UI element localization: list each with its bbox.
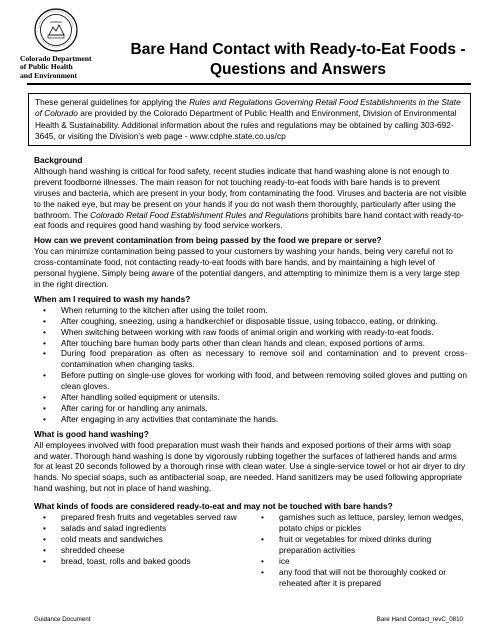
list-item: • When returning to the kitchen after using the toilet room.: [34, 305, 467, 316]
paragraph-text-continued: prohibits bare hand contact with ready-to-eat foods and requires good hand washing by food service workers.: [34, 209, 464, 231]
department-line: of Public Health: [20, 62, 73, 72]
list-item: • ice: [252, 556, 467, 567]
page-footer: [34, 616, 467, 624]
list-item: • After touching bare human body parts other than clean hands and clean, exposed portions of arms.: [34, 338, 467, 349]
list-item: • During food preparation as often as necessary to remove soil and contamination and to prevent cross-contamination when changing tasks.: [34, 348, 467, 370]
list-item: • shredded cheese: [34, 545, 252, 556]
title-line-1: Bare Hand Contact with Ready-to-Eat Foods -: [130, 41, 466, 58]
question-heading: When am I required to wash my hands?: [34, 293, 191, 304]
bullet-list-left: [34, 512, 252, 588]
bullet-list-right: [252, 512, 467, 588]
section-background: [34, 155, 467, 231]
answer-paragraph: All employees involved with food preparation must wash their hands and exposed portions of their arms with soap and water. Thorough hand washing is done by vigorously rubbing together the surfaces of lathered hands and arms for at least 20 seconds followed by a thorough rinse with clean water. Use a single-service towel or hot air dryer to dry hands. No special soaps, such as antibacterial soap, are needed. Hand sanitizers may be used following appropriate hand washing, but not in place of hand washing.: [34, 439, 466, 494]
state-seal-logo: [34, 8, 78, 52]
answer-paragraph: You can minimize contamination being passed to your customers by washing your hands, being very careful not to cross-contaminate food, not contacting ready-to-eat foods with bare hands, and by maintaining a high level of personal hygiene. Simply being aware of the potential dangers, and attempting to minimize them is a very large step in the right direction.: [34, 246, 460, 289]
question-heading: What is good hand washing?: [34, 428, 149, 439]
section-when-wash: [34, 294, 467, 425]
section-ready-to-eat-foods: [34, 501, 467, 588]
list-item: • After coughing, sneezing, using a handkerchief or disposable tissue, using tobacco, eating, or drinking.: [34, 316, 467, 327]
department-line: Colorado Department: [20, 54, 92, 63]
document-title: [112, 40, 484, 80]
list-item: • Before putting on single-use gloves for working with food, and between removing soiled gloves and putting on clean gloves.: [34, 370, 467, 392]
intro-text-continued: are provided by the Colorado Department of Public Health and Environment, Division of Environmental Health & Sustainability. Additional information about the rules and regulations may be obtained by calling 303-692-3645, or visiting the Division’s web page - www.cdphe.state.co.us/cp: [35, 108, 457, 141]
section-heading: Background: [34, 155, 83, 165]
list-item: • When switching between working with raw foods of animal origin and working with ready-to-eat foods.: [34, 327, 467, 338]
section-paragraph: [34, 166, 467, 231]
question-heading: How can we prevent contamination from being passed by the food we prepare or serve?: [34, 235, 382, 246]
list-item: • salads and salad ingredients: [34, 523, 252, 534]
bullet-list: [34, 305, 467, 425]
intro-rules-title: Rules and Regulations Governing Retail Food Establishments in the State of Colorado: [35, 97, 461, 119]
document-body: [34, 155, 467, 592]
header-divider: [27, 83, 471, 85]
list-item: • any food that will not be thoroughly cooked or reheated after it is prepared: [252, 567, 467, 589]
footer-document-type: Guidance Document: [34, 616, 91, 623]
department-line: and Environment: [20, 70, 78, 80]
section-good-hand-washing: [34, 429, 467, 494]
two-column-list: [34, 512, 467, 588]
list-item: • After handling soiled equipment or utensils.: [34, 392, 467, 403]
paragraph-text: Although hand washing is critical for food safety, recent studies indicate that hand washing alone is not enough to prevent foodborne illnesses. The main reason for not touching ready-to-eat foods with bare hands is to prevent viruses and bacteria, which are present in your body, from contaminating the food. Viruses and bacteria are not visible to the naked eye, but may be present on your hands if you do not wash them thoroughly, particularly after using the bathroom. The: [34, 165, 467, 220]
section-prevent-contamination: [34, 235, 467, 290]
intro-box: [28, 93, 471, 146]
list-item: • After caring for or handling any animals.: [34, 403, 467, 414]
title-line-2: Questions and Answers: [210, 61, 386, 78]
intro-text: These general guidelines for applying the: [35, 97, 190, 107]
list-item: • After engaging in any activities that contaminate the hands.: [34, 414, 467, 425]
list-item: • garnishes such as lettuce, parsley, lemon wedges, potato chips or pickles: [252, 512, 467, 534]
list-item: • fruit or vegetables for mixed drinks during preparation activities: [252, 534, 467, 556]
list-item: • prepared fresh fruits and vegetables served raw: [34, 512, 252, 523]
department-name: [20, 55, 100, 80]
question-heading: What kinds of foods are considered ready-to-eat and may not be touched with bare hands?: [34, 501, 393, 512]
list-item: • cold meats and sandwiches: [34, 534, 252, 545]
regulation-title: Colorado Retail Food Establishment Rules and Regulations: [90, 209, 309, 220]
list-item: • bread, toast, rolls and baked goods: [34, 556, 252, 567]
footer-document-id: Bare Hand Contact_revC_0810: [376, 616, 463, 623]
